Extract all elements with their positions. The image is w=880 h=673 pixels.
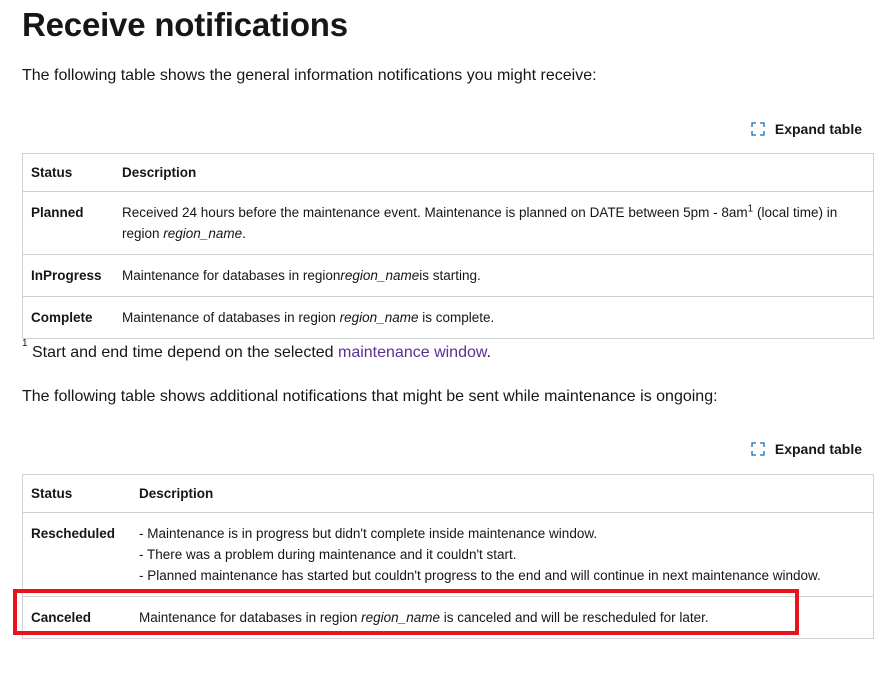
expand-table-label: Expand table: [774, 121, 862, 137]
page-title: Receive notifications: [22, 6, 348, 43]
expand-table-button-2[interactable]: [751, 441, 862, 457]
column-header-status: Status: [23, 475, 132, 513]
description-line: - There was a problem during maintenance and it couldn't start.: [139, 547, 517, 562]
table-row: [23, 255, 874, 297]
notifications-table: [22, 153, 874, 339]
description-text: region: [122, 226, 164, 241]
table-row: [23, 297, 874, 339]
region-name-placeholder: region_name: [340, 268, 420, 283]
region-name-placeholder: region_name: [163, 226, 243, 241]
status-cell: Complete: [23, 297, 115, 339]
column-header-description: Description: [131, 475, 874, 513]
footnote: [22, 337, 491, 362]
region-name-placeholder: region_name: [339, 310, 419, 325]
status-cell: InProgress: [23, 255, 115, 297]
description-text: is complete.: [418, 310, 495, 325]
description-line: - Maintenance is in progress but didn't complete inside maintenance window.: [139, 526, 598, 541]
status-cell: Rescheduled: [23, 513, 132, 597]
description-text: Maintenance of databases in region: [122, 310, 340, 325]
table-header-row: [23, 154, 874, 192]
description-cell: [131, 597, 874, 639]
description-text: .: [242, 226, 246, 241]
expand-table-label: Expand table: [774, 441, 862, 457]
description-text: is starting.: [419, 268, 481, 283]
description-cell: [114, 192, 874, 255]
footnote-marker: 1: [747, 203, 754, 215]
description-cell: [114, 255, 874, 297]
description-text: Maintenance for databases in region: [122, 268, 341, 283]
column-header-status: Status: [23, 154, 115, 192]
table-row: [23, 513, 874, 597]
description-text: Received 24 hours before the maintenance event. Maintenance is planned on DATE between 5pm - 8am: [122, 205, 748, 220]
table-header-row: [23, 475, 874, 513]
maintenance-window-link[interactable]: maintenance window: [338, 344, 487, 361]
footnote-text: Start and end time depend on the selected: [27, 344, 338, 361]
footnote-text: .: [486, 344, 491, 361]
expand-table-button-1[interactable]: [751, 121, 862, 137]
additional-notifications-table: [22, 474, 874, 639]
footnote-marker: 1: [22, 337, 28, 349]
table-row: [23, 597, 874, 639]
description-line: - Planned maintenance has started but couldn't progress to the end and will continue in next maintenance window.: [139, 568, 821, 583]
description-text: Maintenance for databases in region: [139, 610, 362, 625]
expand-icon: [751, 122, 765, 136]
region-name-placeholder: region_name: [361, 610, 440, 625]
description-text: is canceled and will be rescheduled for later.: [439, 610, 709, 625]
description-text: (local time) in: [753, 205, 838, 220]
column-header-description: Description: [114, 154, 874, 192]
description-cell: [114, 297, 874, 339]
expand-icon: [751, 442, 765, 456]
table-row: [23, 192, 874, 255]
intro-paragraph-1: The following table shows the general information notifications you might receive:: [22, 67, 597, 84]
description-cell: [131, 513, 874, 597]
status-cell: Canceled: [23, 597, 132, 639]
intro-paragraph-2: The following table shows additional notifications that might be sent while maintenance is ongoing:: [22, 388, 718, 405]
status-cell: Planned: [23, 192, 115, 255]
